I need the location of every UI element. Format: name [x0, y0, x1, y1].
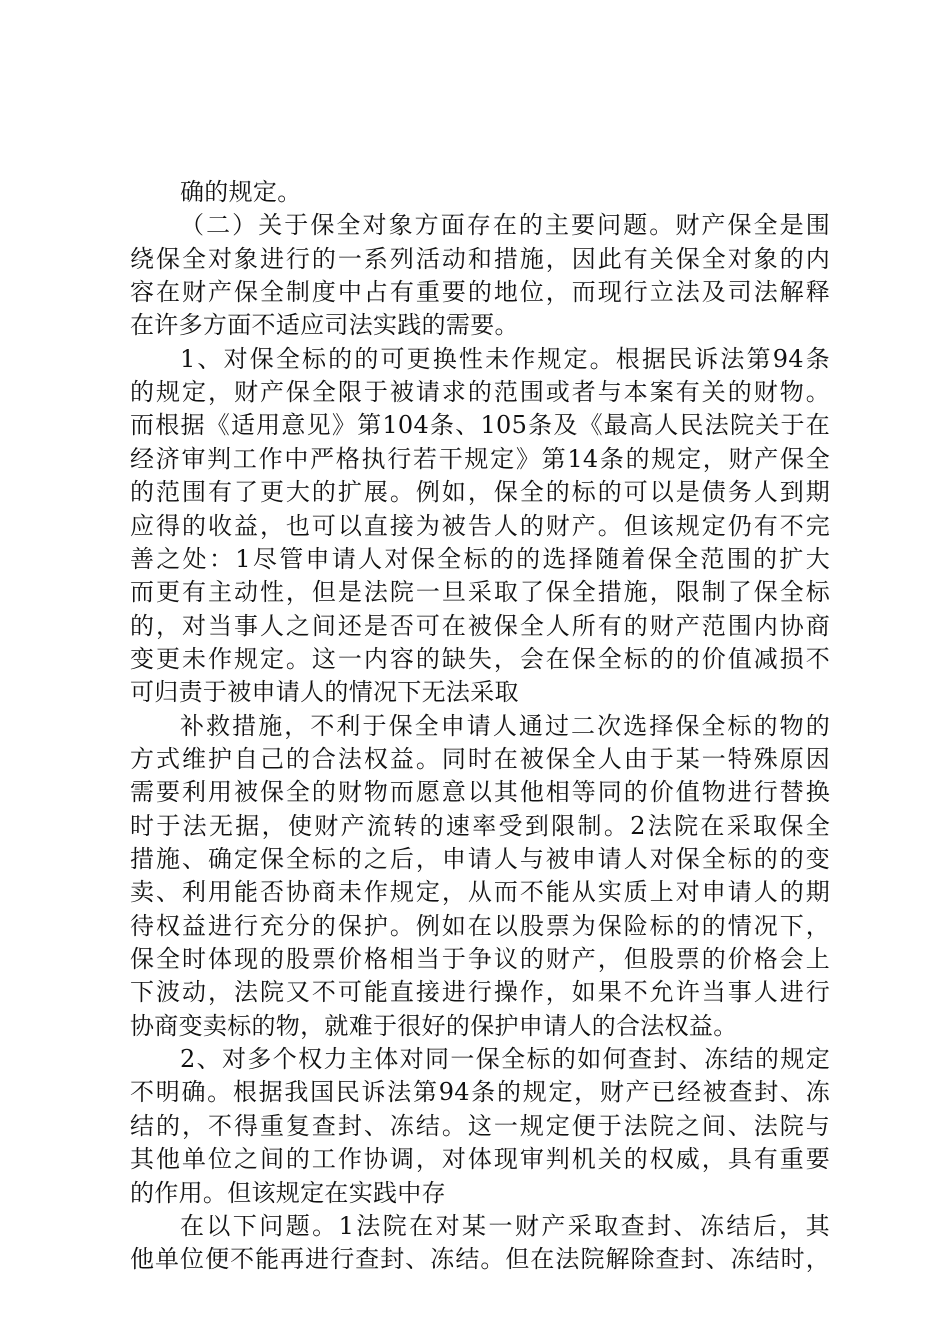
- text-line: 的，对当事人之间还是否可在被保全人所有的财产范围内协商: [130, 612, 830, 640]
- text-line: 在以下问题。1法院在对某一财产采取查封、冻结后，其: [180, 1212, 830, 1240]
- text-line: 确的规定。: [180, 178, 302, 206]
- text-line: 他单位便不能再进行查封、冻结。但在法院解除查封、冻结时，: [130, 1245, 830, 1273]
- text-line: 的范围有了更大的扩展。例如，保全的标的可以是债务人到期: [130, 478, 830, 506]
- text-line: 不明确。根据我国民诉法第94条的规定，财产已经被查封、冻: [130, 1078, 830, 1106]
- text-line: 时于法无据，使财产流转的速率受到限制。2法院在采取保全: [130, 812, 830, 840]
- text-line: 待权益进行充分的保护。例如在以股票为保险标的的情况下，: [130, 912, 830, 940]
- text-line: （二）关于保全对象方面存在的主要问题。财产保全是围: [180, 211, 830, 239]
- text-line: 应得的收益，也可以直接为被告人的财产。但该规定仍有不完: [130, 512, 830, 540]
- text-line: 变更未作规定。这一内容的缺失，会在保全标的的价值减损不: [130, 645, 830, 673]
- text-line: 容在财产保全制度中占有重要的地位，而现行立法及司法解释: [130, 278, 830, 306]
- text-line: 而更有主动性，但是法院一旦采取了保全措施，限制了保全标: [130, 578, 830, 606]
- text-line: 2、对多个权力主体对同一保全标的如何查封、冻结的规定: [180, 1045, 830, 1073]
- text-line: 其他单位之间的工作协调，对体现审判机关的权威，具有重要: [130, 1145, 830, 1173]
- text-line: 经济审判工作中严格执行若干规定》第14条的规定，财产保全: [130, 445, 830, 473]
- text-line: 而根据《适用意见》第104条、105条及《最高人民法院关于在: [130, 411, 830, 439]
- text-line: 结的，不得重复查封、冻结。这一规定便于法院之间、法院与: [130, 1112, 830, 1140]
- text-line: 协商变卖标的物，就难于很好的保护申请人的合法权益。: [130, 1012, 738, 1040]
- text-line: 善之处：1尽管申请人对保全标的的选择随着保全范围的扩大: [130, 545, 830, 573]
- text-line: 下波动，法院又不可能直接进行操作，如果不允许当事人进行: [130, 978, 830, 1006]
- text-line: 绕保全对象进行的一系列活动和措施，因此有关保全对象的内: [130, 245, 830, 273]
- text-line: 卖、利用能否协商未作规定，从而不能从实质上对申请人的期: [130, 878, 830, 906]
- text-line: 措施、确定保全标的之后，申请人与被申请人对保全标的的变: [130, 845, 830, 873]
- text-line: 保全时体现的股票价格相当于争议的财产，但股票的价格会上: [130, 945, 830, 973]
- text-line: 方式维护自己的合法权益。同时在被保全人由于某一特殊原因: [130, 745, 830, 773]
- text-line: 可归责于被申请人的情况下无法采取: [130, 678, 519, 706]
- text-line: 的规定，财产保全限于被请求的范围或者与本案有关的财物。: [130, 378, 830, 406]
- text-line: 1、对保全标的的可更换性未作规定。根据民诉法第94条: [180, 345, 830, 373]
- text-line: 的作用。但该规定在实践中存: [130, 1179, 446, 1207]
- text-line: 在许多方面不适应司法实践的需要。: [130, 311, 519, 339]
- text-line: 补救措施，不利于保全申请人通过二次选择保全标的物的: [180, 712, 830, 740]
- text-line: 需要利用被保全的财物而愿意以其他相等同的价值物进行替换: [130, 778, 830, 806]
